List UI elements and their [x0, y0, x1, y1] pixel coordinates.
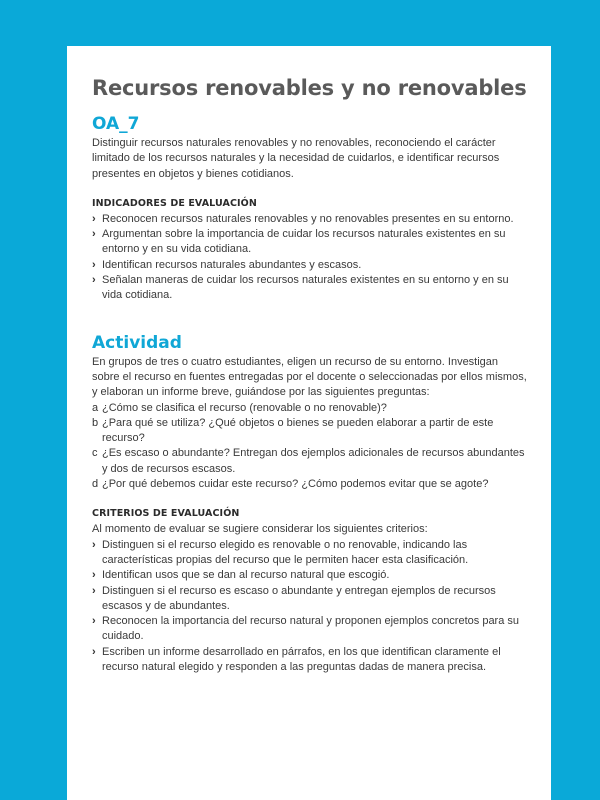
- questions-list: [92, 401, 527, 493]
- criterios-list: [92, 538, 527, 676]
- indicadores-heading: INDICADORES DE EVALUACIÓN: [92, 197, 257, 209]
- chevron-right-icon: ›: [92, 584, 96, 597]
- question-letter: d: [92, 478, 99, 491]
- chevron-right-icon: ›: [92, 615, 96, 628]
- question-letter: b: [92, 416, 99, 429]
- list-item: › Distinguen si el recurso elegido es renovable o no renovable, indicando las características propias del recurso que le permiten hacer esta clasificación.: [92, 538, 527, 569]
- page-title: Recursos renovables y no renovables: [92, 76, 527, 100]
- chevron-right-icon: ›: [92, 228, 96, 241]
- list-item: a ¿Cómo se clasifica el recurso (renovable o no renovable)?: [92, 401, 527, 416]
- question-letter: a: [92, 401, 99, 414]
- chevron-right-icon: ›: [92, 569, 96, 582]
- criterios-intro: Al momento de evaluar se sugiere considerar los siguientes criterios:: [92, 523, 428, 536]
- list-item: › Identifican usos que se dan al recurso natural que escogió.: [92, 568, 527, 583]
- oa-description: Distinguir recursos naturales renovables y no renovables, reconociendo el carácter limitado de los recursos naturales y la necesidad de cuidarlos, e identificar recursos presentes en objetos y bienes cotidianos.: [92, 137, 500, 180]
- list-item: › Escriben un informe desarrollado en párrafos, en los que identifican claramente el recurso natural elegido y responden a las preguntas dadas de manera precisa.: [92, 645, 527, 676]
- oa-heading: OA_7: [92, 114, 140, 134]
- criterios-heading: CRITERIOS DE EVALUACIÓN: [92, 508, 240, 520]
- list-item: › Señalan maneras de cuidar los recursos naturales existentes en su entorno y en su vida cotidiana.: [92, 273, 527, 304]
- chevron-right-icon: ›: [92, 274, 96, 287]
- list-item: d ¿Por qué debemos cuidar este recurso? ¿Cómo podemos evitar que se agote?: [92, 477, 527, 492]
- list-item: › Identifican recursos naturales abundantes y escasos.: [92, 258, 527, 273]
- list-item: b ¿Para qué se utiliza? ¿Qué objetos o bienes se pueden elaborar a partir de este recurso?: [92, 416, 527, 447]
- list-item: › Distinguen si el recurso es escaso o abundante y entregan ejemplos de recursos escasos y de abundantes.: [92, 584, 527, 615]
- chevron-right-icon: ›: [92, 212, 96, 225]
- list-item: › Reconocen la importancia del recurso natural y proponen ejemplos concretos para su cuidado.: [92, 614, 527, 645]
- actividad-description: En grupos de tres o cuatro estudiantes, eligen un recurso de su entorno. Investigan sobre el recurso en fuentes entregadas por el docente o seleccionadas por ellos mismos, y elaboran un informe breve, guiándose por las siguientes preguntas:: [92, 355, 527, 399]
- chevron-right-icon: ›: [92, 258, 96, 271]
- list-item: › Argumentan sobre la importancia de cuidar los recursos naturales existentes en su entorno y en su vida cotidiana.: [92, 227, 527, 258]
- list-item: › Reconocen recursos naturales renovables y no renovables presentes en su entorno.: [92, 212, 527, 227]
- list-item: c ¿Es escaso o abundante? Entregan dos ejemplos adicionales de recursos abundantes y dos de recursos escasos.: [92, 446, 527, 477]
- actividad-heading: Actividad: [92, 332, 182, 353]
- chevron-right-icon: ›: [92, 538, 96, 551]
- indicadores-list: [92, 212, 527, 304]
- chevron-right-icon: ›: [92, 645, 96, 658]
- document-page: [67, 46, 551, 800]
- question-letter: c: [92, 447, 98, 460]
